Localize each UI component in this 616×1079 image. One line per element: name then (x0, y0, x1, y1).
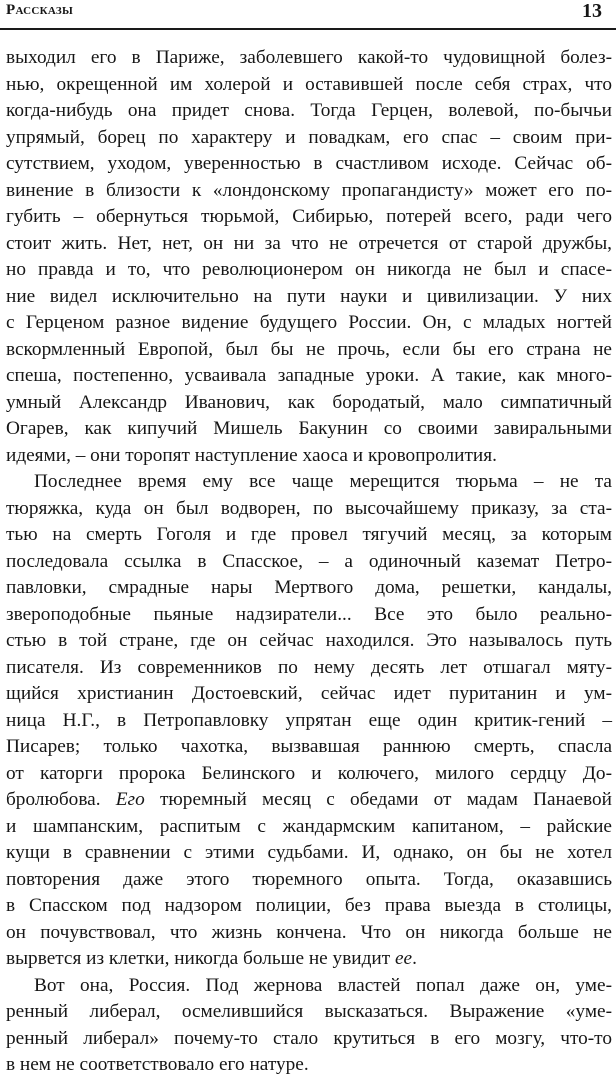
text-line (6, 973, 612, 1000)
text-segment: ренный либерал» почему-то стало крутиться в его мозгу, что-то (6, 1027, 612, 1049)
text-line (6, 840, 612, 867)
text-line (6, 814, 612, 841)
text-segment: винение в близости к «лондонскому пропагандисту» может его по- (6, 179, 612, 201)
header-rule (0, 28, 616, 30)
text-line (6, 708, 612, 735)
text-line (6, 310, 612, 337)
text-line (6, 655, 612, 682)
text-line (6, 363, 612, 390)
italic-text: ее (395, 948, 413, 969)
text-segment: от каторги пророка Белинского и колючего, милого сердцу До- (6, 762, 612, 784)
text-segment: Последнее время ему все чаще мерещится тюрьма – не та (34, 471, 612, 492)
text-segment: писателя. Из современников по нему десять лет отшагал мяту- (6, 656, 612, 678)
text-segment: стоит жить. Нет, нет, он ни за что не отречется от старой дружбы, (6, 232, 612, 254)
text-line (6, 151, 612, 178)
text-segment: звероподобные пьяные надзиратели... Все это было реально- (6, 603, 612, 625)
text-line (6, 98, 612, 125)
text-line (6, 204, 612, 231)
text-line (6, 575, 612, 602)
text-segment: с Герценом разное видение будущего России. Он, с младых ногтей (6, 312, 612, 333)
text-segment: павловки, смрадные нары Мертвого дома, решетки, кандалы, (6, 577, 612, 598)
text-segment: спеша, постепенно, усваивала западные уроки. А такие, как много- (6, 365, 612, 386)
text-line (6, 761, 612, 788)
text-line (6, 787, 612, 814)
text-line (6, 416, 612, 443)
page-header (6, 0, 602, 26)
text-segment: Писарев; только чахотка, вызвавшая раннюю смерть, спасла (6, 736, 612, 757)
page-number: 13 (582, 0, 602, 22)
text-line (6, 893, 612, 920)
text-segment: идеями, – они торопят наступление хаоса и кровопролития. (6, 444, 497, 466)
text-segment: вырвется из клетки, никогда больше не увидит (6, 948, 395, 969)
text-segment: вскормленный Европой, был бы не прочь, если бы его страна не (6, 338, 612, 360)
text-line (6, 628, 612, 655)
text-segment: Вот она, Россия. Под жернова властей попал даже он, уме- (34, 974, 612, 996)
text-line (6, 231, 612, 258)
text-segment: повторения даже этого тюремного опыта. Тогда, оказавшись (6, 868, 612, 890)
text-segment: сутствием, уходом, уверенностью в счастливом исходе. Сейчас об- (6, 153, 612, 174)
text-line (6, 496, 612, 523)
text-line (6, 1026, 612, 1053)
text-line (6, 443, 612, 470)
text-segment: Огарев, как кипучий Мишель Бакунин со своими завиральными (6, 418, 612, 439)
text-segment: тюремный месяц с обедами от мадам Панаевой (144, 789, 612, 810)
text-line (6, 284, 612, 311)
text-line (6, 390, 612, 417)
text-line (6, 522, 612, 549)
text-segment: нью, окрещенной им холерой и оставившей после себя страх, что (6, 73, 612, 95)
text-segment: в Спасском под надзором полиции, без права выезда в столицы, (6, 895, 612, 916)
text-segment: ние видел исключительно на пути науки и цивилизации. У них (6, 285, 612, 307)
italic-text: Его (115, 789, 145, 810)
text-segment: он почувствовал, что жизнь кончена. Что он никогда больше не (6, 921, 612, 943)
text-segment: ренный либерал, осмелившийся высказаться. Выражение «уме- (6, 1001, 612, 1022)
text-segment: кущи в сравнении с этими судьбами. И, однако, он бы не хотел (6, 842, 612, 863)
text-segment: . (412, 948, 417, 969)
text-line (6, 469, 612, 496)
text-segment: стью в той стране, где он сейчас находился. Это называлось путь (6, 630, 612, 651)
text-segment: но правда и то, что революционером он никогда не был и спасе- (6, 259, 612, 280)
text-segment: бролюбова. (6, 789, 116, 810)
text-line (6, 734, 612, 761)
text-segment: тью на смерть Гоголя и где провел тягучий месяц, за которым (6, 524, 612, 545)
text-line (6, 178, 612, 205)
text-segment: губить – обернуться тюрьмой, Сибирью, потерей всего, ради чего (6, 206, 612, 227)
text-line (6, 946, 612, 973)
text-segment: последовала ссылка в Спасское, – а одиночный каземат Петро- (6, 550, 612, 572)
text-line (6, 999, 612, 1026)
text-segment: когда-нибудь она придет снова. Тогда Герцен, волевой, по-бычьи (6, 100, 612, 121)
text-line (6, 337, 612, 364)
text-segment: и шампанским, распитым с жандармским капитаном, – райские (6, 815, 612, 837)
running-title: Рассказы (6, 2, 74, 18)
text-line (6, 549, 612, 576)
text-line (6, 867, 612, 894)
text-line (6, 257, 612, 284)
text-segment: выходил его в Париже, заболевшего какой-то чудовищной болез- (6, 47, 612, 68)
text-segment: ница Н.Г., в Петропавловку упрятан еще один критик-гений – (6, 709, 612, 731)
text-line (6, 920, 612, 947)
text-line (6, 681, 612, 708)
text-line (6, 45, 612, 72)
text-line (6, 72, 612, 99)
text-line (6, 1052, 612, 1079)
text-segment: упрямый, борец по характеру и повадкам, его спас – своим при- (6, 126, 612, 148)
text-segment: щийся христианин Достоевский, сейчас идет пуританин и ум- (6, 683, 612, 704)
text-segment: в нем не соответствовало его натуре. (6, 1054, 309, 1075)
body-text (6, 45, 612, 1079)
text-segment: умный Александр Иванович, как бородатый, мало симпатичный (6, 391, 612, 413)
text-line (6, 602, 612, 629)
text-line (6, 125, 612, 152)
text-segment: тюряжка, куда он был водворен, по высочайшему приказу, за ста- (6, 497, 612, 519)
